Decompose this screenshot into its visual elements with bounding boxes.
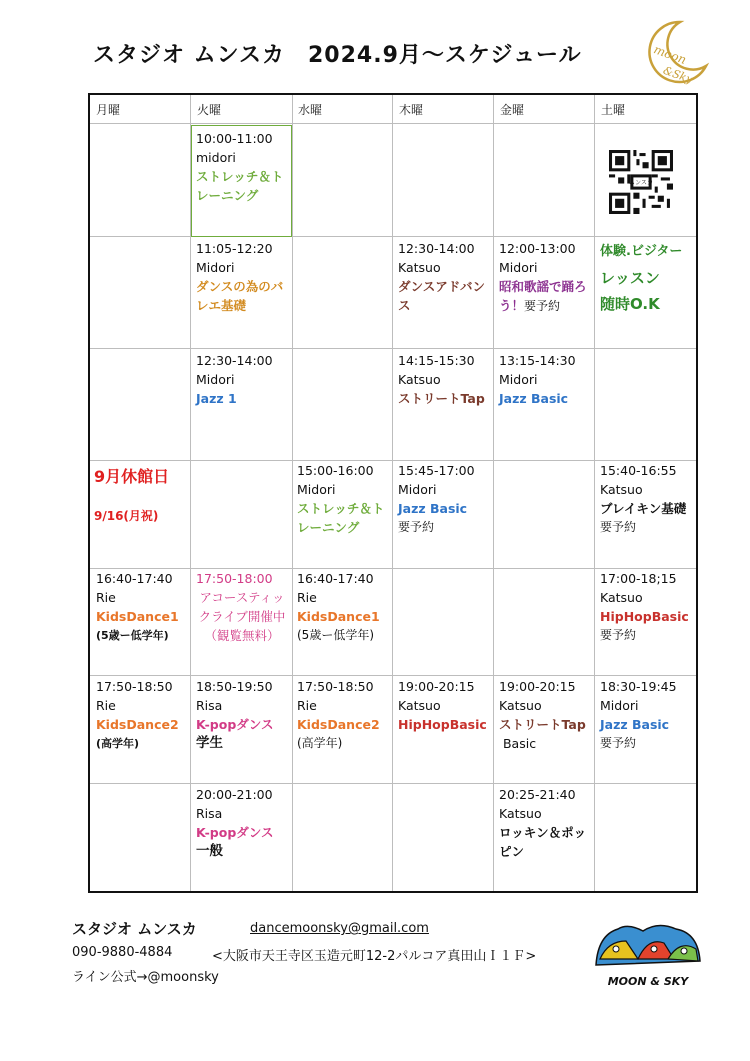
moon-logo-icon xyxy=(640,14,720,94)
svg-text:&Sky: &Sky xyxy=(661,63,695,87)
studio-name: スタジオ ムンスカ xyxy=(72,920,197,938)
class-cell: 20:00-21:00 Risa K-popダンス 一般 xyxy=(196,787,274,859)
page-title: スタジオ ムンスカ 2024.9月〜スケジュール xyxy=(93,43,582,68)
email-link[interactable]: dancemoonsky@gmail.com xyxy=(250,921,429,936)
class-cell: 16:40-17:40 Rie KidsDance1 (5歳ー低学年) xyxy=(297,571,380,642)
class-cell: 17:50-18:50 Rie KidsDance2 (高学年) xyxy=(297,679,380,750)
day-header-fri: 金曜 xyxy=(500,103,525,117)
class-cell: 16:40-17:40 Rie KidsDance1 (5歳ー低学年) xyxy=(96,571,179,642)
class-cell: 18:50-19:50 Risa K-popダンス 学生 xyxy=(196,679,274,751)
class-cell: 19:00-20:15 Katsuo HipHopBasic xyxy=(398,679,487,732)
class-cell: 20:25-21:40 Katsuo ロッキン＆ポッ ピン xyxy=(499,787,587,859)
day-header-tue: 火曜 xyxy=(197,103,222,117)
qr-code-icon xyxy=(609,150,673,214)
visitor-note: 体験.ビジター レッスン 随時O.K xyxy=(600,244,683,313)
line-account: ライン公式→@moonsky xyxy=(72,970,219,985)
class-cell: 11:05-12:20 Midori ダンスの為のバ レエ基礎 xyxy=(196,241,284,313)
qr-label: ムンスカ xyxy=(628,179,654,187)
live-notice: 17:50-18:00 アコースティッ クライブ開催中 （観覧無料） xyxy=(196,571,286,643)
class-cell: 13:15-14:30 Midori Jazz Basic xyxy=(499,353,576,406)
class-cell: 14:15-15:30 Katsuo ストリートTap xyxy=(398,353,485,406)
class-cell: 10:00-11:00 midori ストレッチ＆ト レーニング xyxy=(196,131,284,203)
class-cell: 12:30-14:00 Midori Jazz 1 xyxy=(196,353,273,406)
class-cell: 15:45-17:00 Midori Jazz Basic 要予約 xyxy=(398,463,475,534)
schedule-table xyxy=(88,93,698,893)
svg-text:moon: moon xyxy=(651,42,689,67)
phone-number: 090-9880-4884 xyxy=(72,945,173,960)
day-header-wed: 水曜 xyxy=(298,103,323,117)
class-cell: 17:00-18;15 Katsuo HipHopBasic 要予約 xyxy=(600,571,689,642)
day-header-mon: 月曜 xyxy=(96,103,121,117)
address: <大阪市天王寺区玉造元町12-2パルコア真田山Ｉ１Ｆ> xyxy=(212,949,537,964)
class-cell: 15:40-16:55 Katsuo ブレイキン基礎 要予約 xyxy=(600,463,687,534)
closed-notice: 9月休館日 9/16(月祝) xyxy=(94,467,170,523)
moon-and-sky-logo-icon xyxy=(588,915,708,993)
class-cell: 18:30-19:45 Midori Jazz Basic 要予約 xyxy=(600,679,677,750)
class-cell: 12:00-13:00 Midori 昭和歌謡で踊ろ う！要予約 xyxy=(499,241,587,313)
class-cell: 19:00-20:15 Katsuo ストリートTap Basic xyxy=(499,679,586,751)
class-cell: 17:50-18:50 Rie KidsDance2 (高学年) xyxy=(96,679,179,750)
day-header-sat: 土曜 xyxy=(601,103,626,117)
logo-text: MOON & SKY xyxy=(607,975,689,988)
class-cell: 12:30-14:00 Katsuo ダンスアドバン ス xyxy=(398,241,486,313)
class-cell: 15:00-16:00 Midori ストレッチ＆ト レーニング xyxy=(297,463,385,535)
day-header-thu: 木曜 xyxy=(399,103,424,117)
